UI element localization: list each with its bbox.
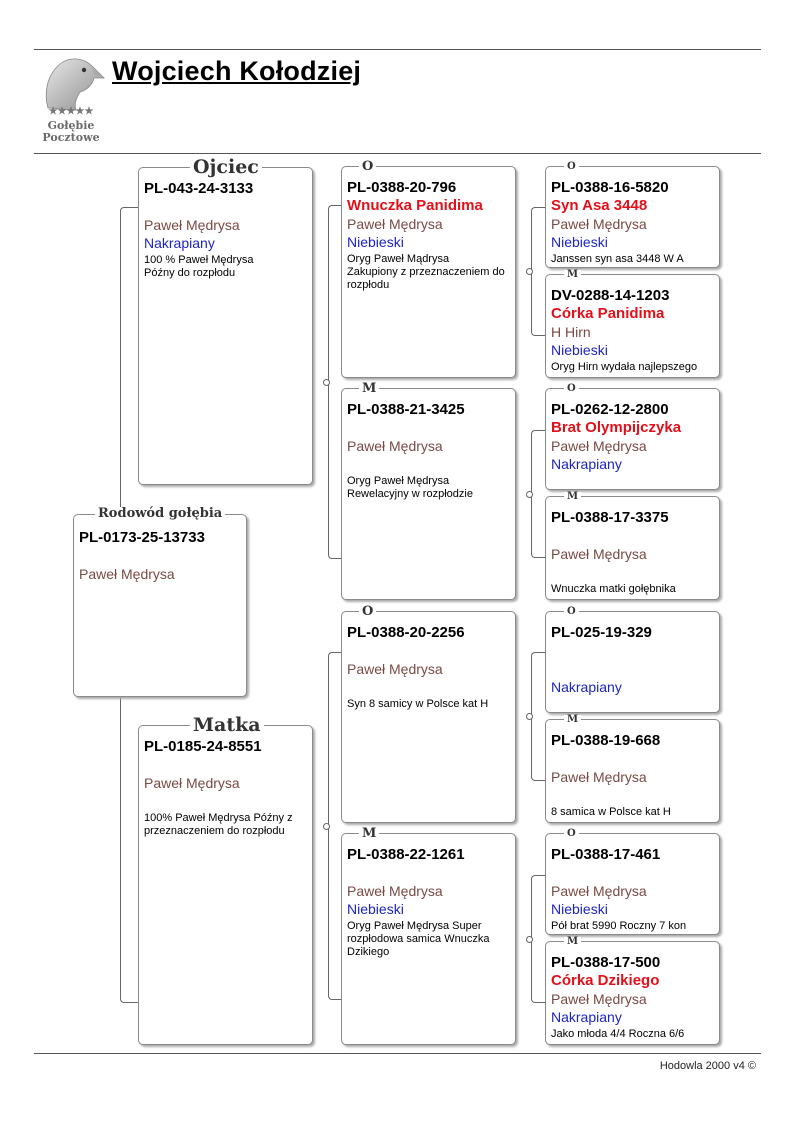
logo-line2: Pocztowe bbox=[42, 131, 100, 144]
bracket-sire bbox=[328, 205, 342, 559]
notes: Janssen syn asa 3448 W A bbox=[551, 253, 684, 265]
breeder: Paweł Mędrysa bbox=[79, 566, 175, 582]
sex-label-o: O bbox=[564, 607, 579, 617]
color: Niebieski bbox=[347, 234, 404, 250]
color: Nakrapiany bbox=[551, 1009, 622, 1025]
header-rule bbox=[34, 153, 761, 154]
notes: 100% Paweł Mędrysa Późny z przeznaczeniem do rozpłodu bbox=[144, 812, 293, 837]
sex-label-m: M bbox=[359, 827, 379, 840]
sex-label-o: O bbox=[564, 829, 579, 839]
sex-label-m: M bbox=[564, 937, 581, 947]
footer-text: Hodowla 2000 v4 © bbox=[659, 1060, 756, 1072]
dds-card[interactable] bbox=[545, 833, 720, 935]
notes: Jako młoda 4/4 Roczna 6/6 bbox=[551, 1028, 685, 1040]
notes: Oryg Paweł Mędrysa Super rozpłodowa samica Wnuczka Dzikiego bbox=[347, 920, 490, 958]
pigeon-name: Syn Asa 3448 bbox=[551, 197, 648, 214]
color: Nakrapiany bbox=[551, 456, 622, 472]
pigeon-name: Córka Dzikiego bbox=[551, 972, 660, 989]
dam-label: Matka bbox=[190, 716, 264, 735]
color: Nakrapiany bbox=[144, 235, 215, 251]
color: Niebieski bbox=[551, 342, 608, 358]
breeder: Paweł Mędrysa bbox=[144, 217, 240, 233]
sds-card[interactable] bbox=[545, 388, 720, 490]
owner-name: Wojciech Kołodziej bbox=[112, 56, 362, 86]
ring-number: PL-0173-25-13733 bbox=[79, 529, 205, 546]
pigeon-head-icon bbox=[36, 56, 106, 111]
footer-rule bbox=[34, 1053, 761, 1054]
ring-number: PL-0185-24-8551 bbox=[144, 738, 262, 755]
ring-number: PL-025-19-329 bbox=[551, 624, 652, 641]
bracket-ds bbox=[531, 652, 546, 781]
sex-label-o: O bbox=[359, 605, 376, 618]
subject-card[interactable] bbox=[73, 514, 247, 697]
breeder: Paweł Mędrysa bbox=[347, 438, 443, 454]
ring-number: PL-0388-19-668 bbox=[551, 732, 661, 749]
notes: 8 samica w Polsce kat H bbox=[551, 806, 671, 818]
breeder: Paweł Mędrysa bbox=[551, 883, 647, 899]
ring-number: DV-0288-14-1203 bbox=[551, 287, 670, 304]
color: Nakrapiany bbox=[551, 679, 622, 695]
sex-label-o: O bbox=[564, 384, 579, 394]
ring-number: PL-0262-12-2800 bbox=[551, 401, 669, 418]
sex-label-m: M bbox=[564, 270, 581, 280]
sex-label-o: O bbox=[359, 160, 376, 173]
bracket-dam bbox=[328, 652, 342, 1000]
color: Niebieski bbox=[551, 234, 608, 250]
logo-stars: ★★★★★ bbox=[48, 106, 94, 117]
dsd-card[interactable] bbox=[545, 719, 720, 823]
breeder: Paweł Mędrysa bbox=[551, 769, 647, 785]
breeder: Paweł Mędrysa bbox=[347, 661, 443, 677]
bracket-ss bbox=[531, 207, 546, 336]
notes: Pół brat 5990 Roczny 7 kon bbox=[551, 920, 687, 932]
color: Niebieski bbox=[347, 901, 404, 917]
breeder: Paweł Mędrysa bbox=[347, 216, 443, 232]
connector-dot bbox=[323, 823, 330, 830]
ddd-card[interactable] bbox=[545, 941, 720, 1045]
notes: Oryg Hirn wydała najlepszego bbox=[551, 361, 698, 373]
sire-card[interactable] bbox=[138, 167, 313, 485]
ring-number: PL-0388-22-1261 bbox=[347, 846, 465, 863]
ring-number: PL-0388-17-461 bbox=[551, 846, 661, 863]
sdd-card[interactable] bbox=[545, 496, 720, 600]
notes: 100 % Paweł Mędrysa Późny do rozpłodu bbox=[144, 254, 254, 279]
sex-label-m: M bbox=[564, 715, 581, 725]
sire-label: Ojciec bbox=[190, 158, 262, 177]
breeder: Paweł Mędrysa bbox=[551, 216, 647, 232]
dam-card[interactable] bbox=[138, 725, 313, 1045]
sss-card[interactable] bbox=[545, 166, 720, 268]
bracket-sd bbox=[531, 430, 546, 558]
logo-line1: Gołębie bbox=[47, 119, 95, 132]
ring-number: PL-0388-20-796 bbox=[347, 179, 457, 196]
color: Niebieski bbox=[551, 901, 608, 917]
pigeon-name: Córka Panidima bbox=[551, 305, 665, 322]
sex-label-m: M bbox=[564, 492, 581, 502]
ssd-card[interactable] bbox=[545, 274, 720, 378]
sex-label-m: M bbox=[359, 382, 379, 395]
connector-dot bbox=[526, 936, 533, 943]
dss-card[interactable] bbox=[545, 611, 720, 713]
pigeon-name: Brat Olympijczyka bbox=[551, 419, 682, 436]
breeder: H Hirn bbox=[551, 324, 591, 340]
notes: Oryg Paweł Mądrysa Zakupiony z przeznaczeniem do rozpłodu bbox=[347, 253, 505, 291]
breeder: Paweł Mędrysa bbox=[551, 991, 647, 1007]
dam-sire-card[interactable] bbox=[341, 611, 516, 823]
breeder: Paweł Mędrysa bbox=[347, 883, 443, 899]
ring-number: PL-0388-17-3375 bbox=[551, 509, 669, 526]
subject-label: Rodowód gołębia bbox=[95, 507, 225, 520]
breeder: Paweł Mędrysa bbox=[144, 775, 240, 791]
connector-dot bbox=[526, 268, 533, 275]
connector-dot bbox=[323, 379, 330, 386]
pigeon-name: Wnuczka Panidima bbox=[347, 197, 483, 214]
top-rule bbox=[34, 49, 761, 50]
notes: Wnuczka matki gołębnika bbox=[551, 583, 676, 595]
pigeon-logo bbox=[36, 56, 106, 146]
ring-number: PL-0388-16-5820 bbox=[551, 179, 669, 196]
bracket-dd bbox=[531, 875, 546, 1003]
notes: Oryg Paweł Mędrysa Rewelacyjny w rozpłodzie bbox=[347, 475, 473, 500]
sire-sire-card[interactable] bbox=[341, 166, 516, 378]
sex-label-o: O bbox=[564, 162, 579, 172]
connector-dot bbox=[526, 713, 533, 720]
ring-number: PL-043-24-3133 bbox=[144, 180, 254, 197]
breeder: Paweł Mędrysa bbox=[551, 438, 647, 454]
ring-number: PL-0388-21-3425 bbox=[347, 401, 465, 418]
ring-number: PL-0388-20-2256 bbox=[347, 624, 465, 641]
sire-dam-card[interactable] bbox=[341, 388, 516, 600]
notes: Syn 8 samicy w Polsce kat H bbox=[347, 698, 489, 710]
connector-dot bbox=[526, 491, 533, 498]
ring-number: PL-0388-17-500 bbox=[551, 954, 661, 971]
dam-dam-card[interactable] bbox=[341, 833, 516, 1045]
breeder: Paweł Mędrysa bbox=[551, 546, 647, 562]
